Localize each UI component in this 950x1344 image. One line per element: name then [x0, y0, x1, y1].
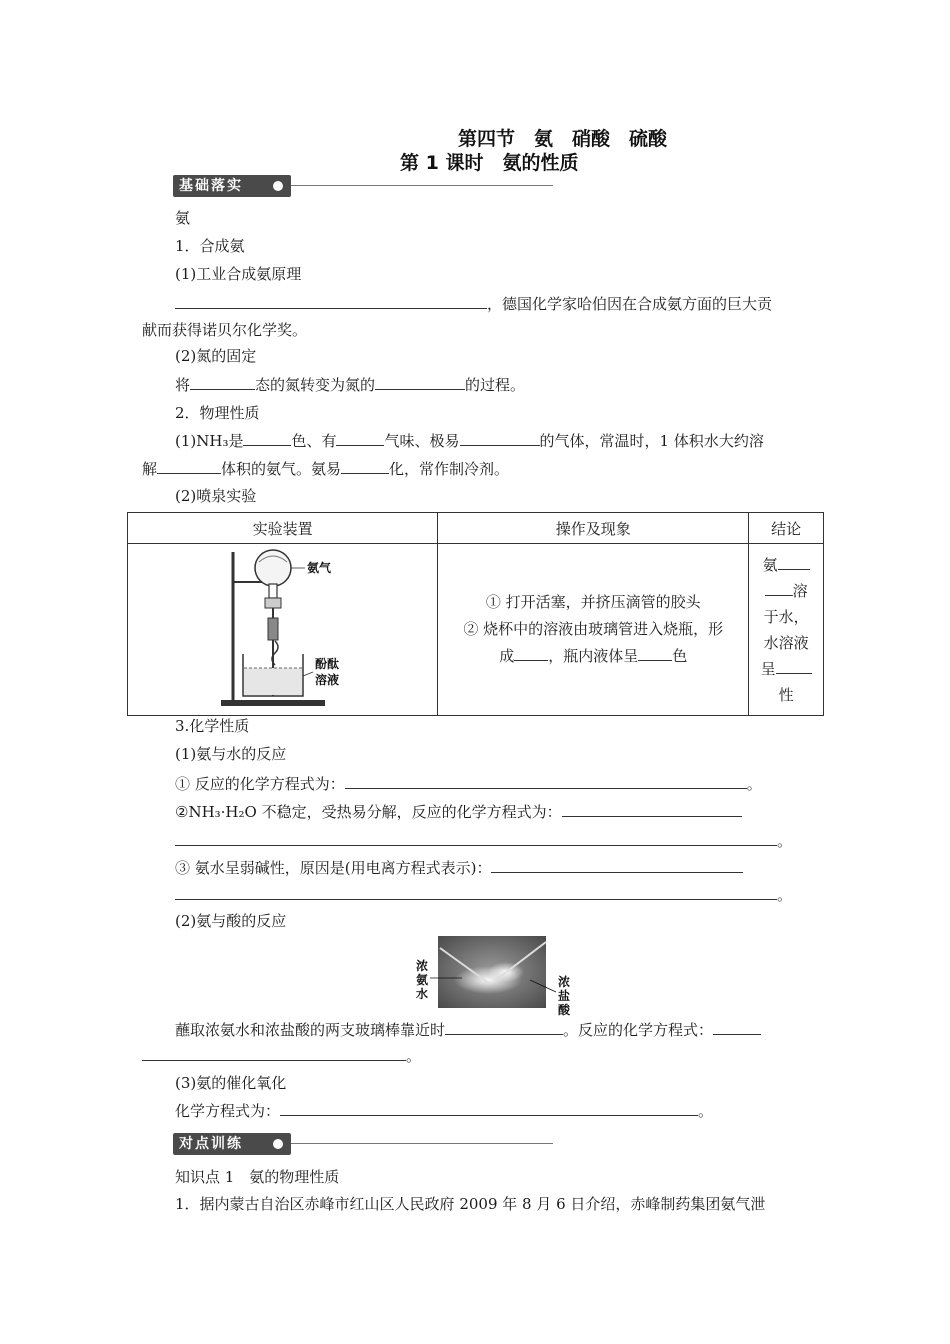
- practice-banner: [173, 1133, 553, 1155]
- answer-blank[interactable]: [175, 830, 777, 846]
- reaction-3-cont: 。: [175, 884, 792, 905]
- basics-banner-label: 基础落实: [173, 175, 291, 197]
- answer-blank[interactable]: [345, 773, 747, 789]
- conclusion-cell: [749, 544, 824, 716]
- reaction-2: ②NH₃·H₂O 不稳定，受热易分解，反应的化学方程式为：: [175, 801, 742, 822]
- fountain-apparatus-figure: [213, 546, 353, 714]
- heading-water-reaction: (1)氨与水的反应: [175, 745, 287, 763]
- acid-line: 蘸取浓氨水和浓盐酸的两支玻璃棒靠近时 。反应的化学方程式：: [175, 1019, 761, 1040]
- answer-blank[interactable]: [280, 1100, 698, 1116]
- apparatus-cell: [128, 544, 438, 716]
- basics-banner: [173, 175, 553, 197]
- answer-blank[interactable]: [638, 645, 672, 661]
- answer-blank[interactable]: [243, 430, 291, 446]
- knowledge-point: 知识点 1 氨的物理性质: [175, 1168, 340, 1186]
- fountain-table: [127, 512, 824, 716]
- acid-reaction-photo: [410, 936, 582, 1016]
- heading-acid-reaction: (2)氨与酸的反应: [175, 912, 287, 930]
- photo-label-right: 盐: [558, 989, 571, 1003]
- answer-blank[interactable]: [175, 884, 777, 900]
- banner-rule: [291, 185, 553, 186]
- heading-catalytic: (3)氨的催化氧化: [175, 1074, 287, 1092]
- reaction-3: ③ 氨水呈弱碱性，原因是(用电离方程式表示)：: [175, 857, 743, 878]
- label-solution-1: 酚酞: [314, 656, 339, 671]
- acid-line-cont: 。: [142, 1045, 421, 1066]
- banner-rule: [291, 1143, 553, 1144]
- answer-blank[interactable]: [157, 458, 221, 474]
- answer-blank[interactable]: [562, 801, 742, 817]
- fixation-line: 将 态的氮转变为氮的 的过程。: [175, 376, 526, 394]
- operation-cell: [438, 544, 749, 716]
- answer-blank[interactable]: [765, 580, 793, 596]
- answer-blank[interactable]: [776, 658, 812, 674]
- heading-fountain: (2)喷泉实验: [175, 487, 257, 505]
- conclusion-line: 性: [778, 685, 794, 704]
- answer-blank[interactable]: [713, 1019, 761, 1035]
- heading-chemical: 3.化学性质: [175, 717, 250, 735]
- physical-line-2: 解 体积的氨气。氨易 化，常作制冷剂。: [142, 460, 510, 478]
- answer-blank[interactable]: [341, 458, 389, 474]
- answer-blank[interactable]: [336, 430, 384, 446]
- label-gas: 氨气: [306, 560, 331, 575]
- conclusion-line: 呈: [749, 656, 823, 682]
- heading-industrial: (1)工业合成氨原理: [175, 265, 302, 283]
- reaction-2-cont: 。: [175, 830, 792, 851]
- heading-synthesis: 1．合成氨: [175, 237, 245, 255]
- table-header: 操作及现象: [438, 513, 749, 544]
- conclusion-line: 水溶液: [763, 633, 809, 652]
- banner-dot-icon: [273, 181, 283, 191]
- conclusion-line: 氨: [749, 552, 823, 578]
- practice-banner-label: 对点训练: [173, 1133, 291, 1155]
- table-header: 结论: [749, 513, 824, 544]
- photo-label-left: 氨: [416, 973, 429, 987]
- lesson-title: 第 1 课时 氨的性质: [400, 152, 579, 174]
- industrial-line-2: 献而获得诺贝尔化学奖。: [142, 321, 308, 339]
- conclusion-line: 溶: [749, 578, 823, 604]
- operation-line-1: ① 打开活塞，并挤压滴管的胶头: [485, 593, 701, 611]
- answer-blank[interactable]: [491, 857, 743, 873]
- table-header: 实验装置: [128, 513, 438, 544]
- banner-dot-icon: [273, 1139, 283, 1149]
- conclusion-line: 于水，: [763, 607, 809, 626]
- photo-label-left: 浓: [416, 959, 429, 973]
- reaction-1: ① 反应的化学方程式为： 。: [175, 775, 762, 793]
- question-1: 1．据内蒙古自治区赤峰市红山区人民政府 2009 年 8 月 6 日介绍，赤峰制药集团氨气泄: [175, 1195, 766, 1213]
- answer-blank[interactable]: [190, 374, 255, 390]
- label-solution-2: 溶液: [314, 672, 339, 687]
- topic-heading: 氨: [175, 209, 191, 227]
- physical-line-1: (1)NH₃是 色、有 气味、极易 的气体，常温时，1 体积水大约溶: [175, 432, 764, 450]
- answer-blank[interactable]: [778, 554, 810, 570]
- catalytic-line: 化学方程式为： 。: [175, 1102, 714, 1120]
- answer-blank[interactable]: [460, 430, 540, 446]
- photo-label-right: 酸: [558, 1003, 571, 1016]
- heading-physical: 2．物理性质: [175, 404, 260, 422]
- photo-label-left: 水: [416, 987, 429, 1001]
- heading-fixation: (2)氮的固定: [175, 347, 257, 365]
- industrial-text: ，德国化学家哈伯因在合成氨方面的巨大贡: [487, 295, 773, 313]
- answer-blank[interactable]: [142, 1045, 406, 1061]
- answer-blank[interactable]: [514, 645, 548, 661]
- industrial-line: [175, 293, 772, 314]
- answer-blank[interactable]: [445, 1019, 563, 1035]
- section-title: 第四节 氨 硝酸 硫酸: [458, 128, 668, 150]
- answer-blank[interactable]: [175, 293, 487, 309]
- photo-label-right: 浓: [558, 975, 571, 989]
- operation-line-2: ② 烧杯中的溶液由玻璃管进入烧瓶，形: [463, 620, 724, 638]
- operation-line-3: 成 ，瓶内液体呈 色: [499, 647, 688, 665]
- smoke-photo-figure: [410, 936, 582, 1016]
- answer-blank[interactable]: [375, 374, 465, 390]
